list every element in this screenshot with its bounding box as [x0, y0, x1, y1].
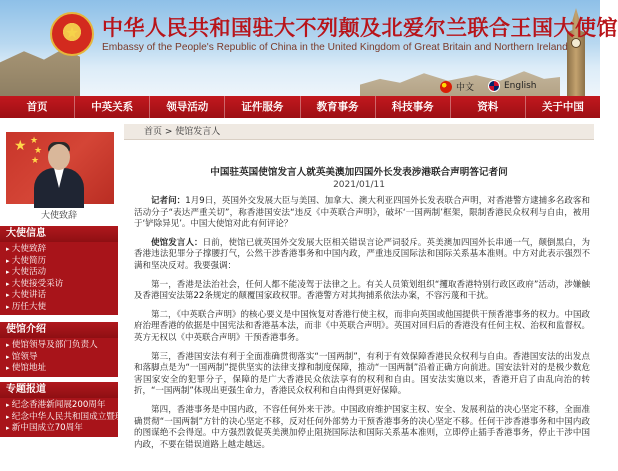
section-embassy-intro: 使馆介绍 [0, 322, 118, 338]
embassy-intro-list [0, 338, 118, 377]
paragraph-lead: 记者问： [151, 196, 186, 206]
ambassador-photo[interactable]: ★ ★ ★ ★ [6, 132, 114, 204]
article-paragraph [134, 238, 590, 273]
nav-consular-services[interactable]: 证件服务 [225, 96, 300, 118]
header-banner [0, 0, 618, 96]
paragraph-text: 第三，香港国安法有利于全面准确贯彻落实“一国两制”，有利于有效保障香港民众权利与自由。香港国安法的出发点和落脚点是为“一国两制”提供坚实的法律支撑和制度保障，推动“一国两制”沿着正确方向前进。国安法针对的是极少数危害国家安全的犯罪分子，保障的是广大香港民众依法享有的权利和自由。国安法实施以来，香港开启了由乱向治的转折，“一国两制”体现出更强生命力，香港民众权利和自由得到更好保障。 [134, 351, 590, 397]
nav-leader-activities[interactable]: 领导活动 [150, 96, 225, 118]
sidebar-item[interactable]: ▸ 大使讲话 [0, 290, 118, 302]
article-paragraph [134, 280, 590, 303]
nav-home[interactable]: 首页 [0, 96, 75, 118]
nav-china-uk-relations[interactable]: 中英关系 [75, 96, 150, 118]
breadcrumb-current[interactable]: 使馆发言人 [175, 127, 221, 137]
nav-education[interactable]: 教育事务 [301, 96, 376, 118]
ambassador-caption[interactable]: 大使致辞 [40, 211, 77, 221]
sidebar-item[interactable]: ▸ 纪念香港新闻展200周年 [0, 400, 118, 412]
breadcrumb-home[interactable]: 首页 [144, 127, 163, 137]
article-date: 2021/01/11 [333, 180, 385, 190]
nav-materials[interactable]: 资料 [451, 96, 526, 118]
sidebar-item[interactable]: ▸ 使馆地址 [0, 363, 118, 375]
article-paragraph [134, 196, 590, 231]
paragraph-text: 第四，香港事务是中国内政，不容任何外来干涉。中国政府维护国家主权、安全、发展利益的决心坚定不移，全面准确贯彻“一国两制”方针的决心坚定不移，反对任何外部势力干预香港事务的决心坚定不移。任何干涉香港事务和中国内政的图谋绝不会得逞。中方强烈敦促英美澳加停止阻挠国际法和国际关系基本准则，立即停止插手香港事务，停止干涉中国内政，不要在错误道路上越走越远。 [134, 404, 590, 450]
sidebar [0, 118, 141, 471]
paragraph-lead: 使馆发言人： [151, 237, 203, 248]
sidebar-item[interactable]: ▸ 历任大使 [0, 302, 118, 314]
section-special-reports: 专题报道 [0, 382, 118, 398]
sidebar-item[interactable]: ▸ 使馆领导及部门负责人 [0, 340, 118, 352]
article-title: 中国驻英国使馆发言人就英美澳加四国外长发表涉港联合声明答记者问 [210, 167, 508, 178]
article-paragraph [134, 405, 590, 451]
main-nav [0, 96, 600, 118]
site-title-cn: 中华人民共和国驻大不列颠及北爱尔兰联合王国大使馆 [102, 15, 618, 40]
section-ambassador-info: 大使信息 [0, 226, 118, 242]
sidebar-item[interactable]: ▸ 大使简历 [0, 256, 118, 268]
china-flag-icon [440, 81, 452, 93]
ambassador-info-list [0, 242, 118, 315]
sidebar-item[interactable]: ▸ 大使致辞 [0, 244, 118, 256]
paragraph-text: 第二，《中英联合声明》的核心要义是中国恢复对香港行使主权，而非向英国或他国提供干预香港事务的权力。中国政府治理香港的依据是中国宪法和香港基本法，而非《中英联合声明》。英国对回归后的香港没有任何主权、治权和监督权。英方无权以《中英联合声明》干预香港事务。 [134, 309, 590, 343]
lang-cn-label: 中文 [456, 83, 475, 93]
site-title-en: Embassy of the People's Republic of China in the United Kingdom of Great Britain and Northern Ireland [102, 42, 568, 53]
paragraph-text: 第一，香港是法治社会，任何人都不能凌驾于法律之上。有关人员策划组织“攫取香港特别行政区政府”活动，涉嫌触及香港国安法第22条规定的颠覆国家政权罪。香港警方对其拘捕系依法办案，不容污蔑和干扰。 [134, 279, 590, 302]
national-emblem-icon: ★ [50, 12, 94, 56]
lang-switch-cn[interactable] [440, 80, 474, 93]
nav-science-tech[interactable]: 科技事务 [376, 96, 451, 118]
article-paragraph [134, 310, 590, 345]
uk-flag-icon [488, 80, 500, 92]
breadcrumb-separator: > [162, 127, 176, 137]
article-paragraph [134, 352, 590, 398]
paragraph-text: 日前，使馆已就英国外交发展大臣相关错误言论严词驳斥。英美澳加四国外长串通一气，颠倒黑白，为香港违法犯罪分子撑腰打气，公然干涉香港事务和中国内政，严重违反国际法和国际关系基本准则。中方对此表示强烈不满和坚决反对。我要强调： [134, 237, 590, 271]
sidebar-item[interactable]: ▸ 馆领导 [0, 352, 118, 364]
lang-switch-en[interactable] [488, 80, 537, 92]
article-body [134, 196, 590, 458]
sidebar-item[interactable]: ▸ 纪念中华人民共和国成立暨现代化 [0, 412, 118, 424]
lang-en-label: English [504, 81, 537, 91]
breadcrumb [124, 124, 594, 140]
sidebar-item[interactable]: ▸ 新中国成立70周年 [0, 423, 118, 435]
sidebar-item[interactable]: ▸ 大使活动 [0, 267, 118, 279]
paragraph-text: 1月9日，英国外交发展大臣与美国、加拿大、澳大利亚四国外长发表联合声明，对香港警方逮捕多名政客和活动分子“表达严重关切”，称香港国安法“违反《中英联合声明》，破坏‘一国两制’框架，限制香港民众权利与自由，被用于‘铲除异见’。中国大使馆对此有何评论？ [134, 196, 590, 230]
special-reports-list [0, 398, 141, 437]
nav-about-china[interactable]: 关于中国 [541, 101, 584, 113]
sidebar-item[interactable]: ▸ 大使接受采访 [0, 279, 118, 291]
